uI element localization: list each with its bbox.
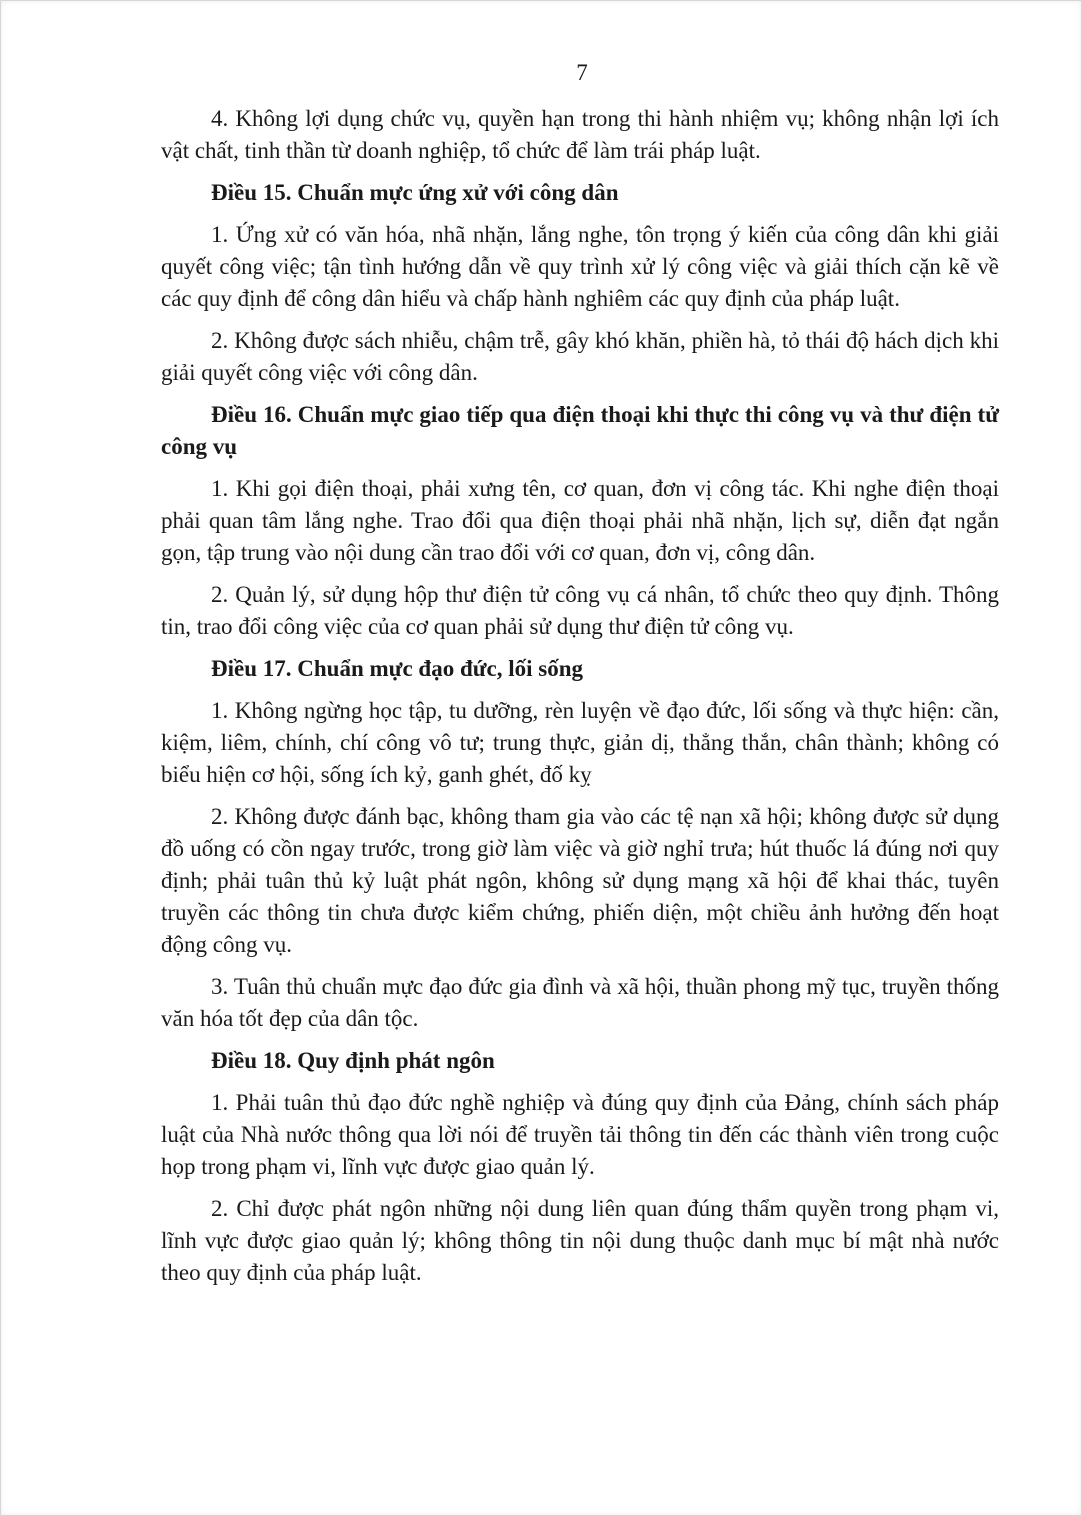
article-heading: Điều 15. Chuẩn mực ứng xử với công dân (211, 180, 619, 205)
article-heading: Điều 16. Chuẩn mực giao tiếp qua điện thoại khi thực thi công vụ và thư điện tử công vụ (161, 402, 999, 459)
paragraph: 4. Không lợi dụng chức vụ, quyền hạn trong thi hành nhiệm vụ; không nhận lợi ích vật chất, tinh thần từ doanh nghiệp, tổ chức để làm trái pháp luật. (161, 106, 999, 163)
paragraph: 1. Không ngừng học tập, tu dưỡng, rèn luyện về đạo đức, lối sống và thực hiện: cần, kiệm, liêm, chính, chí công vô tư; trung thực, giản dị, thẳng thắn, chân thành; không có biểu hiện cơ hội, sống ích kỷ, ganh ghét, đố kỵ (161, 698, 999, 787)
article-heading: Điều 18. Quy định phát ngôn (211, 1048, 495, 1073)
paragraph: 2. Chỉ được phát ngôn những nội dung liên quan đúng thẩm quyền trong phạm vi, lĩnh vực được giao quản lý; không thông tin nội dung thuộc danh mục bí mật nhà nước theo quy định của pháp luật. (161, 1196, 999, 1285)
page-number: 7 (576, 60, 588, 85)
paragraph: 1. Khi gọi điện thoại, phải xưng tên, cơ quan, đơn vị công tác. Khi nghe điện thoại phải quan tâm lắng nghe. Trao đổi qua điện thoại phải nhã nhặn, lịch sự, diễn đạt ngắn gọn, tập trung vào nội dung cần trao đổi với cơ quan, đơn vị, công dân. (161, 476, 999, 565)
paragraph: 3. Tuân thủ chuẩn mực đạo đức gia đình và xã hội, thuần phong mỹ tục, truyền thống văn hóa tốt đẹp của dân tộc. (161, 974, 999, 1031)
paragraph: 1. Phải tuân thủ đạo đức nghề nghiệp và đúng quy định của Đảng, chính sách pháp luật của Nhà nước thông qua lời nói để truyền tải thông tin đến các thành viên trong cuộc họp trong phạm vi, lĩnh vực được giao quản lý. (161, 1090, 999, 1179)
article-heading: Điều 17. Chuẩn mực đạo đức, lối sống (211, 656, 584, 681)
paragraph: 2. Không được đánh bạc, không tham gia vào các tệ nạn xã hội; không được sử dụng đồ uống có cồn ngay trước, trong giờ làm việc và giờ nghỉ trưa; hút thuốc lá đúng nơi quy định; phải tuân thủ kỷ luật phát ngôn, không sử dụng mạng xã hội để khai thác, tuyên truyền các thông tin chưa được kiểm chứng, phiến diện, một chiều ảnh hưởng đến hoạt động công vụ. (161, 804, 999, 957)
paragraph: 2. Quản lý, sử dụng hộp thư điện tử công vụ cá nhân, tổ chức theo quy định. Thông tin, trao đổi công việc của cơ quan phải sử dụng thư điện tử công vụ. (161, 582, 999, 639)
paragraph: 2. Không được sách nhiễu, chậm trễ, gây khó khăn, phiền hà, tỏ thái độ hách dịch khi giải quyết công việc với công dân. (161, 328, 999, 385)
paragraph: 1. Ứng xử có văn hóa, nhã nhặn, lắng nghe, tôn trọng ý kiến của công dân khi giải quyết công việc; tận tình hướng dẫn về quy trình xử lý công việc và giải thích cặn kẽ về các quy định để công dân hiểu và chấp hành nghiêm các quy định của pháp luật. (161, 222, 999, 311)
document-content (161, 59, 999, 1299)
